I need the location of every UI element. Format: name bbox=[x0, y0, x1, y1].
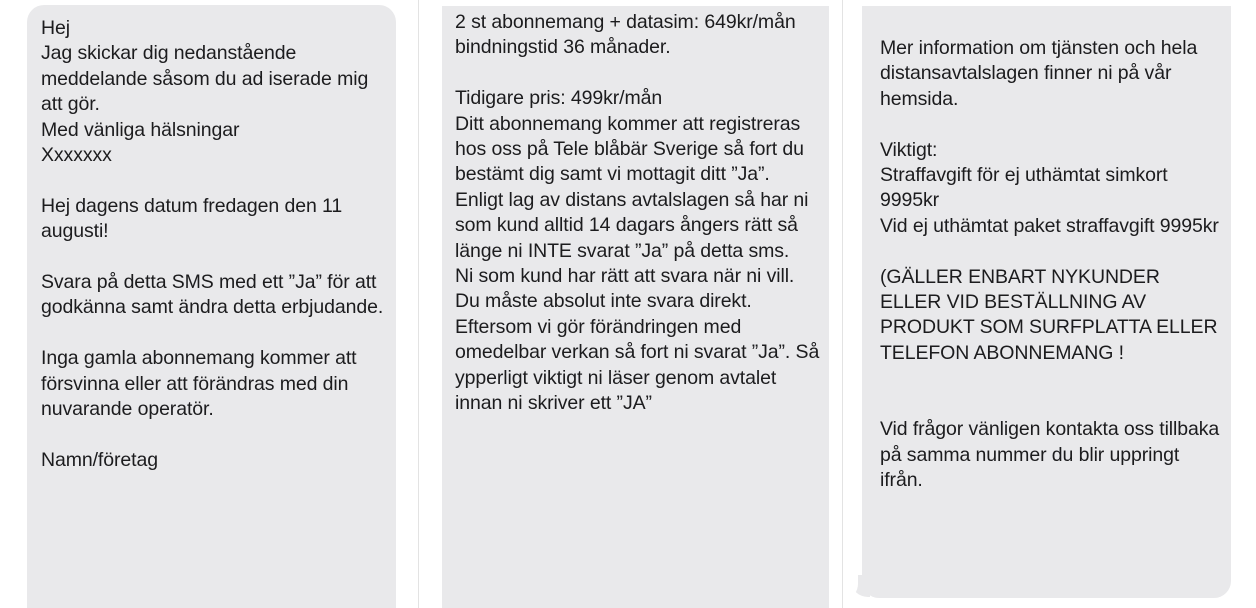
message-bubble-3[interactable]: Mer information om tjänsten och hela distansavtalslagen finner ni på vår hemsida. Viktigt: Straffavgift för ej uthämtat simkort 9995kr Vid ej uthämtat paket straffavgift 9995kr (GÄLLER ENBART NYKUNDER ELLER VID BESTÄLLNING AV PRODUKT SOM SURFPLATTA ELLER TELEFON ABONNEMANG ! Vid frågor vänligen kontakta oss tillbaka på samma nummer du blir uppringt ifrån. bbox=[862, 6, 1231, 598]
message-bubble-2[interactable]: 2 st abonnemang + datasim: 649kr/mån bindningstid 36 månader. Tidigare pris: 499kr/mån Ditt abonnemang kommer att registreras hos oss på Tele blåbär Sverige så fort du bestämt dig samt vi mottagit ditt ”Ja”. Enligt lag av distans avtalslagen så har ni som kund alltid 14 dagars ångers rätt så länge ni INTE svarat ”Ja” på detta sms. Ni som kund har rätt att svara när ni vill. Du måste absolut inte svara direkt. Eftersom vi gör förändringen med omedelbar verkan så fort ni svarat ”Ja”. Så ypperligt viktigt ni läser genom avtalet innan ni skriver ett ”JA” bbox=[442, 6, 829, 608]
screenshot-divider bbox=[418, 0, 419, 608]
screenshot-divider bbox=[842, 0, 843, 608]
bubble-tail-icon bbox=[852, 575, 870, 597]
message-bubble-1[interactable]: Hej Jag skickar dig nedanstående meddelande såsom du ad iserade mig att gör. Med vänliga hälsningar Xxxxxxx Hej dagens datum fredagen den 11 augusti! Svara på detta SMS med ett ”Ja” för att godkänna samt ändra detta erbjudande. Inga gamla abonnemang kommer att försvinna eller att förändras med din nuvarande operatör. Namn/företag bbox=[27, 5, 396, 608]
